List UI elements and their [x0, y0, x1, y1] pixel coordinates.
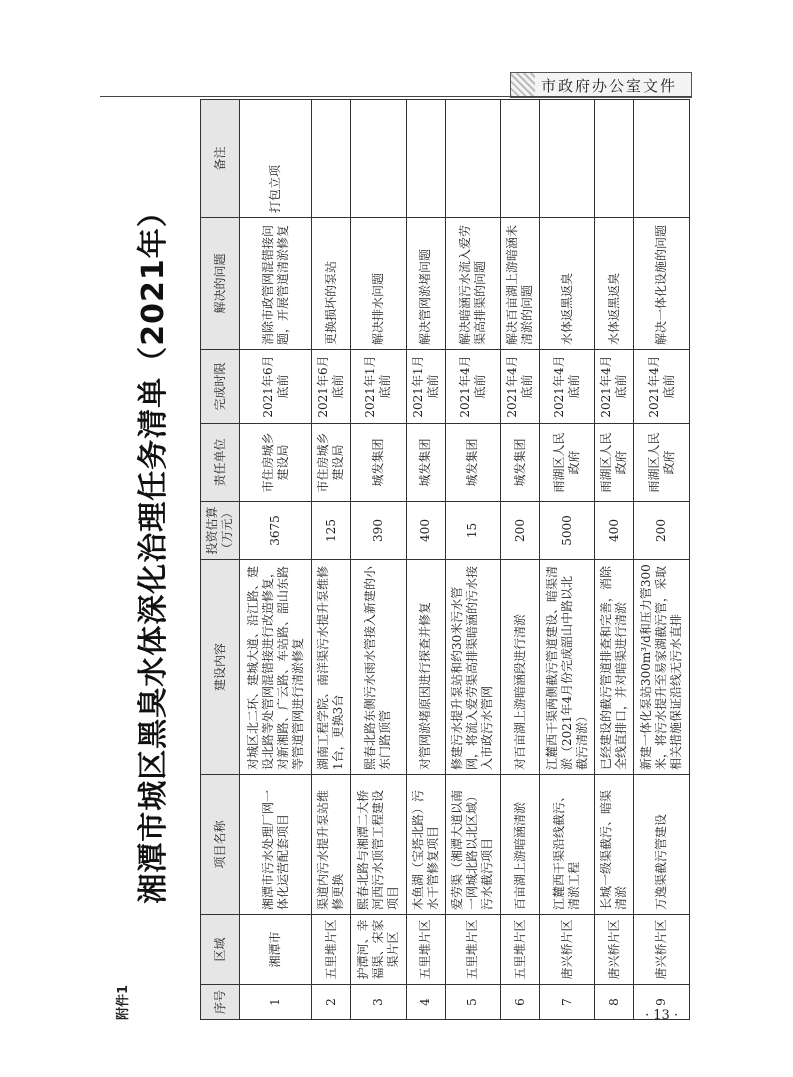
table-cell	[312, 100, 351, 218]
table-cell: 6	[501, 985, 540, 1020]
table-cell: 雨湖区人民政府	[595, 424, 634, 502]
table-cell: 390	[351, 502, 407, 560]
table-cell: 城发集团	[501, 424, 540, 502]
attachment-label: 附件1	[116, 984, 131, 1020]
table-cell: 消除市政管网混错接问题，开展管道清淤修复	[240, 218, 312, 350]
table-cell: 解决一体化设施的问题	[634, 218, 690, 350]
table-cell: 渠道内污水提升泵站维修更换	[312, 775, 351, 915]
table-cell: 江麓西干渠沿线截污、清淤工程	[539, 775, 595, 915]
table-cell: 护潭河、幸福渠、宋家渠片区	[351, 915, 407, 985]
table-cell: 200	[501, 502, 540, 560]
document-banner	[510, 72, 692, 98]
table-cell: 熙春北路与湘潭二大桥河西污水顶管工程建设项目	[351, 775, 407, 915]
table-row	[406, 100, 445, 1020]
table-row	[312, 100, 351, 1020]
table-cell: 雨湖区人民政府	[634, 424, 690, 502]
table-cell: 城发集团	[406, 424, 445, 502]
table-cell: 百亩湖上游暗涵清淤	[501, 775, 540, 915]
table-cell: 万逸渠截污管建设	[634, 775, 690, 915]
column-header: 投资估算（万元）	[201, 502, 240, 560]
page-number: · 13 ·	[645, 1008, 679, 1023]
table-cell: 市住房城乡建设局	[240, 424, 312, 502]
table-cell: 对百亩湖上游暗涵段进行清淤	[501, 560, 540, 775]
table-cell: 5000	[539, 502, 595, 560]
table-cell: 2021年1月底前	[406, 350, 445, 424]
table-cell: 400	[406, 502, 445, 560]
table-cell: 解决暗涵污水流入爱劳渠高排渠的问题	[445, 218, 501, 350]
table-cell: 唐兴桥片区	[634, 915, 690, 985]
table-cell: 五里堆片区	[501, 915, 540, 985]
table-cell: 2021年4月底前	[445, 350, 501, 424]
table-cell: 水体返黑返臭	[595, 218, 634, 350]
table-cell: 2021年4月底前	[501, 350, 540, 424]
rotated-page-content	[100, 100, 692, 1020]
table-cell: 城发集团	[445, 424, 501, 502]
table-cell: 湘潭市	[240, 915, 312, 985]
table-cell: 4	[406, 985, 445, 1020]
table-cell: 长城一级渠截污、暗渠清淤	[595, 775, 634, 915]
table-cell: 木鱼湖（宝塔北路）污水干管修复项目	[406, 775, 445, 915]
table-cell: 解决排水问题	[351, 218, 407, 350]
page-title: 湘潭市城区黑臭水体深化治理任务清单（2021年）	[136, 196, 171, 904]
table-cell	[351, 100, 407, 218]
table-row	[501, 100, 540, 1020]
table-cell	[539, 100, 595, 218]
banner-text: 市政府办公室文件	[541, 77, 678, 95]
banner-hatch	[511, 73, 535, 97]
table-cell: 2021年1月底前	[351, 350, 407, 424]
table-cell: 200	[634, 502, 690, 560]
table-cell: 城发集团	[351, 424, 407, 502]
table-cell: 3675	[240, 502, 312, 560]
table-cell: 熙春北路东侧污水雨水管接入新建的小东门路顶管	[351, 560, 407, 775]
column-header: 完成时限	[201, 350, 240, 424]
column-header: 备注	[201, 100, 240, 218]
header-rule	[100, 96, 692, 97]
column-header: 项目名称	[201, 775, 240, 915]
table-cell: 5	[445, 985, 501, 1020]
task-table	[200, 99, 690, 1020]
table-cell	[595, 100, 634, 218]
column-header: 责任单位	[201, 424, 240, 502]
table-cell: 2021年6月底前	[312, 350, 351, 424]
table-cell	[406, 100, 445, 218]
table-cell: 2021年4月底前	[539, 350, 595, 424]
table-cell	[501, 100, 540, 218]
table-cell: 2021年4月底前	[634, 350, 690, 424]
column-header: 区域	[201, 915, 240, 985]
table-cell: 唐兴桥片区	[595, 915, 634, 985]
table-cell: 五里堆片区	[312, 915, 351, 985]
table-body	[240, 100, 690, 1020]
table-cell: 五里堆片区	[406, 915, 445, 985]
table-cell	[445, 100, 501, 218]
table-cell: 江麓西干渠两侧截污管道建设、暗渠清淤（2021年4月份完成韶山中路以北截污清淤）	[539, 560, 595, 775]
table-cell: 爱劳渠（湘潭大道以南一网城北路以北区域）污水截污项目	[445, 775, 501, 915]
table-cell: 唐兴桥片区	[539, 915, 595, 985]
table-row	[240, 100, 312, 1020]
table-cell: 400	[595, 502, 634, 560]
table-row	[445, 100, 501, 1020]
table-cell: 新建一体化泵站300m³/d和压力管300米，将污水提升至易家湖截污管，采取相关措施保证沿线无污水直排	[634, 560, 690, 775]
table-cell	[634, 100, 690, 218]
table-cell: 修建污水提升泵站和约30米污水管网，将流入爱劳渠高排渠暗涵的污水接入市政污水管网	[445, 560, 501, 775]
column-header: 建设内容	[201, 560, 240, 775]
table-row	[539, 100, 595, 1020]
table-cell: 125	[312, 502, 351, 560]
table-row	[351, 100, 407, 1020]
table-cell: 水体返黑返臭	[539, 218, 595, 350]
table-cell: 解决百亩湖上游暗涵未清淤的问题	[501, 218, 540, 350]
table-cell: 15	[445, 502, 501, 560]
table-cell: 已经建设的截污管道排查和完善，消除全线直排口，并对暗渠进行清淤	[595, 560, 634, 775]
table-cell: 更换损坏的泵站	[312, 218, 351, 350]
table-cell: 五里堆片区	[445, 915, 501, 985]
table-cell: 市住房城乡建设局	[312, 424, 351, 502]
table-cell: 2021年4月底前	[595, 350, 634, 424]
table-cell: 9	[634, 985, 690, 1020]
column-header: 序号	[201, 985, 240, 1020]
table-row	[634, 100, 690, 1020]
table-cell: 湘潭市污水处理厂网一体化运营配套项目	[240, 775, 312, 915]
table-cell: 8	[595, 985, 634, 1020]
table-cell: 对管网淤堵原因进行探查并修复	[406, 560, 445, 775]
table-cell: 雨湖区人民政府	[539, 424, 595, 502]
table-cell: 湖南工程学院、南洋渠污水提升泵维修1台，更换3台	[312, 560, 351, 775]
table-cell: 1	[240, 985, 312, 1020]
column-header: 解决的问题	[201, 218, 240, 350]
table-header-row	[201, 100, 240, 1020]
table-row	[595, 100, 634, 1020]
table-cell: 对城区北二环、建城大道、沿江路、建设北路等处管网混错接进行改造修复，对新湘路、广云路、车站路、韶山东路等管道管网进行清淤修复	[240, 560, 312, 775]
table-cell: 2	[312, 985, 351, 1020]
table-cell: 打包立项	[240, 100, 312, 218]
table-cell: 解决管网淤堵问题	[406, 218, 445, 350]
table-cell: 7	[539, 985, 595, 1020]
table-cell: 2021年6月底前	[240, 350, 312, 424]
table-cell: 3	[351, 985, 407, 1020]
